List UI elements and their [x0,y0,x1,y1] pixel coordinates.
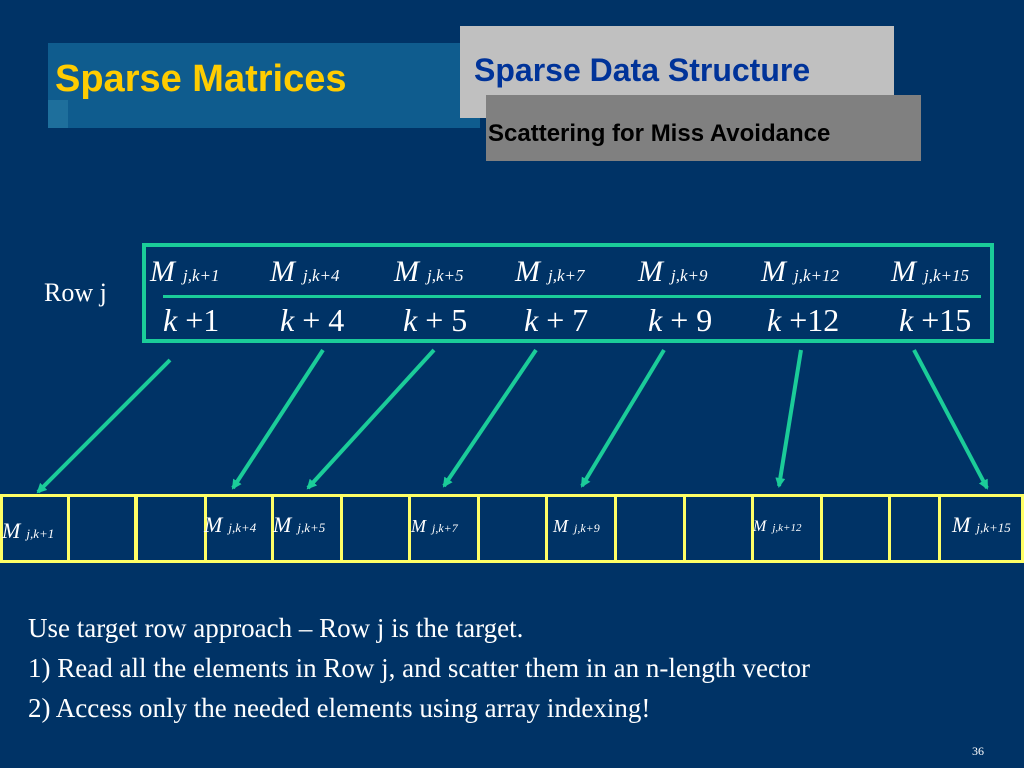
arrow-6 [779,350,801,486]
subtitle: Sparse Data Structure [474,52,811,88]
vector-value-4: Mj,k+7 [411,516,458,536]
row-index-3: k + 5 [403,302,468,338]
row-index-4: k + 7 [524,302,589,338]
row-value-1: Mj,k+1 [150,255,220,288]
vector-value-5: Mj,k+9 [553,516,600,536]
text-line-2: 1) Read all the elements in Row j, and scatter them in an n-length vector [28,653,811,683]
arrow-5 [582,350,664,486]
row-value-5: Mj,k+9 [638,255,708,288]
row-value-4: Mj,k+7 [515,255,585,288]
row-index-2: k + 4 [280,302,345,338]
page-number: 36 [972,744,984,758]
row-index-5: k + 9 [648,302,713,338]
text-line-1: Use target row approach – Row j is the target. [28,613,524,643]
row-value-7: Mj,k+15 [891,255,969,288]
vector-value-2: Mj,k+4 [204,512,257,537]
row-label: Row j [44,278,107,307]
row-index-6: k +12 [767,302,840,338]
row-value-6: Mj,k+12 [761,255,839,288]
row-index-7: k +15 [899,302,972,338]
row-value-2: Mj,k+4 [270,255,340,288]
subtitle2: Scattering for Miss Avoidance [488,120,831,147]
arrow-2 [233,350,323,488]
vector-value-1: Mj,k+1 [2,518,55,543]
arrow-7 [914,350,987,488]
vector-value-6: M j,k+12 [753,518,802,535]
arrow-3 [308,350,434,488]
vector-value-7: Mj,k+15 [952,512,1011,537]
row-index-1: k +1 [163,302,220,338]
explanation-text [28,608,810,728]
slide-title: Sparse Matrices [55,58,347,100]
row-value-3: Mj,k+5 [394,255,464,288]
arrow-4 [444,350,536,486]
vector-value-3: Mj,k+5 [273,512,326,537]
arrow-1 [38,360,170,492]
text-line-3: 2) Access only the needed elements using array indexing! [28,693,651,723]
